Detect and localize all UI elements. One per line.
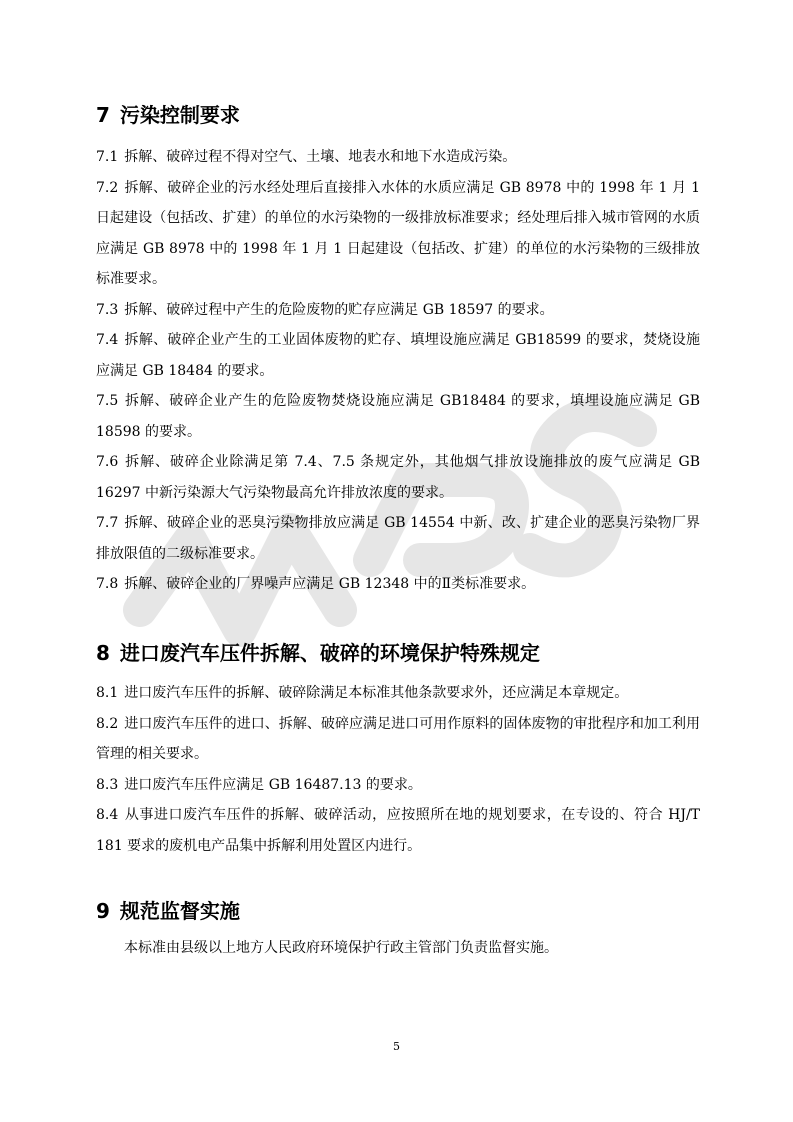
section-title-text: 污染控制要求 [119, 103, 240, 127]
clause-number: 8.1 [96, 685, 119, 701]
clause-number: 8.4 [96, 807, 119, 823]
clause-7-8 [96, 569, 700, 600]
clause-number: 7.5 [96, 393, 119, 409]
clause-number: 7.2 [96, 179, 119, 196]
clause-text: 拆解、破碎过程中产生的危险废物的贮存应满足 GB 18597 的要求。 [124, 301, 554, 318]
section-9-body [96, 933, 700, 964]
clause-number: 7.1 [96, 149, 119, 165]
clause-7-4 [96, 325, 700, 386]
clause-text: 拆解、破碎企业除满足第 7.4、7.5 条规定外，其他烟气排放设施排放的废气应满足 GB 16297 中新污染源大气污染物最高允许排放浓度的要求。 [96, 454, 700, 501]
clause-text: 拆解、破碎企业的厂界噪声应满足 GB 12348 中的Ⅱ类标准要求。 [124, 576, 536, 592]
section-7-body [96, 142, 700, 600]
clause-text: 拆解、破碎过程不得对空气、土壤、地表水和地下水造成污染。 [124, 149, 517, 165]
clause-7-1 [96, 142, 700, 173]
clause-8-3 [96, 770, 700, 801]
section-number: 7 [96, 103, 110, 127]
section-title-text: 进口废汽车压件拆解、破碎的环境保护特殊规定 [119, 641, 540, 665]
section-title-text: 规范监督实施 [119, 899, 240, 923]
clause-7-7 [96, 508, 700, 569]
section-8-title [96, 638, 540, 668]
clause-number: 7.7 [96, 515, 119, 531]
clause-8-2 [96, 709, 700, 770]
clause-number: 7.3 [96, 301, 119, 318]
section-number: 8 [96, 641, 110, 665]
section-9-title [96, 896, 240, 926]
clause-8-4 [96, 800, 700, 861]
clause-text: 拆解、破碎企业的污水经处理后直接排入水体的水质应满足 GB 8978 中的 1998 年 1 月 1 日起建设（包括改、扩建）的单位的水污染物的一级排放标准要求；经处理后排入城市管网的水质应满足 GB 8978 中的 1998 年 1 月 1 日起建设（包括改、扩建）的单位的水污染物的三级排放标准要求。 [96, 179, 700, 287]
clause-text: 拆解、破碎企业产生的危险废物焚烧设施应满足 GB18484 的要求，填埋设施应满足 GB 18598 的要求。 [96, 393, 700, 440]
page-number: 5 [393, 1040, 400, 1053]
clause-text: 拆解、破碎企业产生的工业固体废物的贮存、填埋设施应满足 GB18599 的要求，焚烧设施应满足 GB 18484 的要求。 [96, 332, 700, 379]
clause-7-2 [96, 173, 700, 295]
clause-text: 拆解、破碎企业的恶臭污染物排放应满足 GB 14554 中新、改、扩建企业的恶臭污染物厂界排放限值的二级标准要求。 [96, 515, 700, 562]
clause-text: 进口废汽车压件的拆解、破碎除满足本标准其他条款要求外，还应满足本章规定。 [124, 685, 629, 701]
clause-7-3 [96, 295, 700, 326]
section-7-title [96, 100, 240, 130]
clause-text: 进口废汽车压件应满足 GB 16487.13 的要求。 [124, 776, 422, 793]
clause-number: 7.8 [96, 576, 119, 592]
section-8-body [96, 678, 700, 861]
clause-7-5 [96, 386, 700, 447]
clause-text: 从事进口废汽车压件的拆解、破碎活动，应按照所在地的规划要求，在专设的、符合 HJ/T 181 要求的废机电产品集中拆解利用处置区内进行。 [96, 807, 700, 854]
clause-text: 进口废汽车压件的进口、拆解、破碎应满足进口可用作原料的固体废物的审批程序和加工利用管理的相关要求。 [96, 715, 700, 762]
clause-number: 7.6 [96, 454, 119, 470]
section-9-paragraph: 本标准由县级以上地方人民政府环境保护行政主管部门负责监督实施。 [124, 940, 558, 956]
clause-7-6 [96, 447, 700, 508]
clause-8-1 [96, 678, 700, 709]
clause-number: 8.2 [96, 715, 119, 732]
section-number: 9 [96, 899, 110, 923]
clause-number: 8.3 [96, 776, 119, 793]
clause-number: 7.4 [96, 332, 119, 348]
